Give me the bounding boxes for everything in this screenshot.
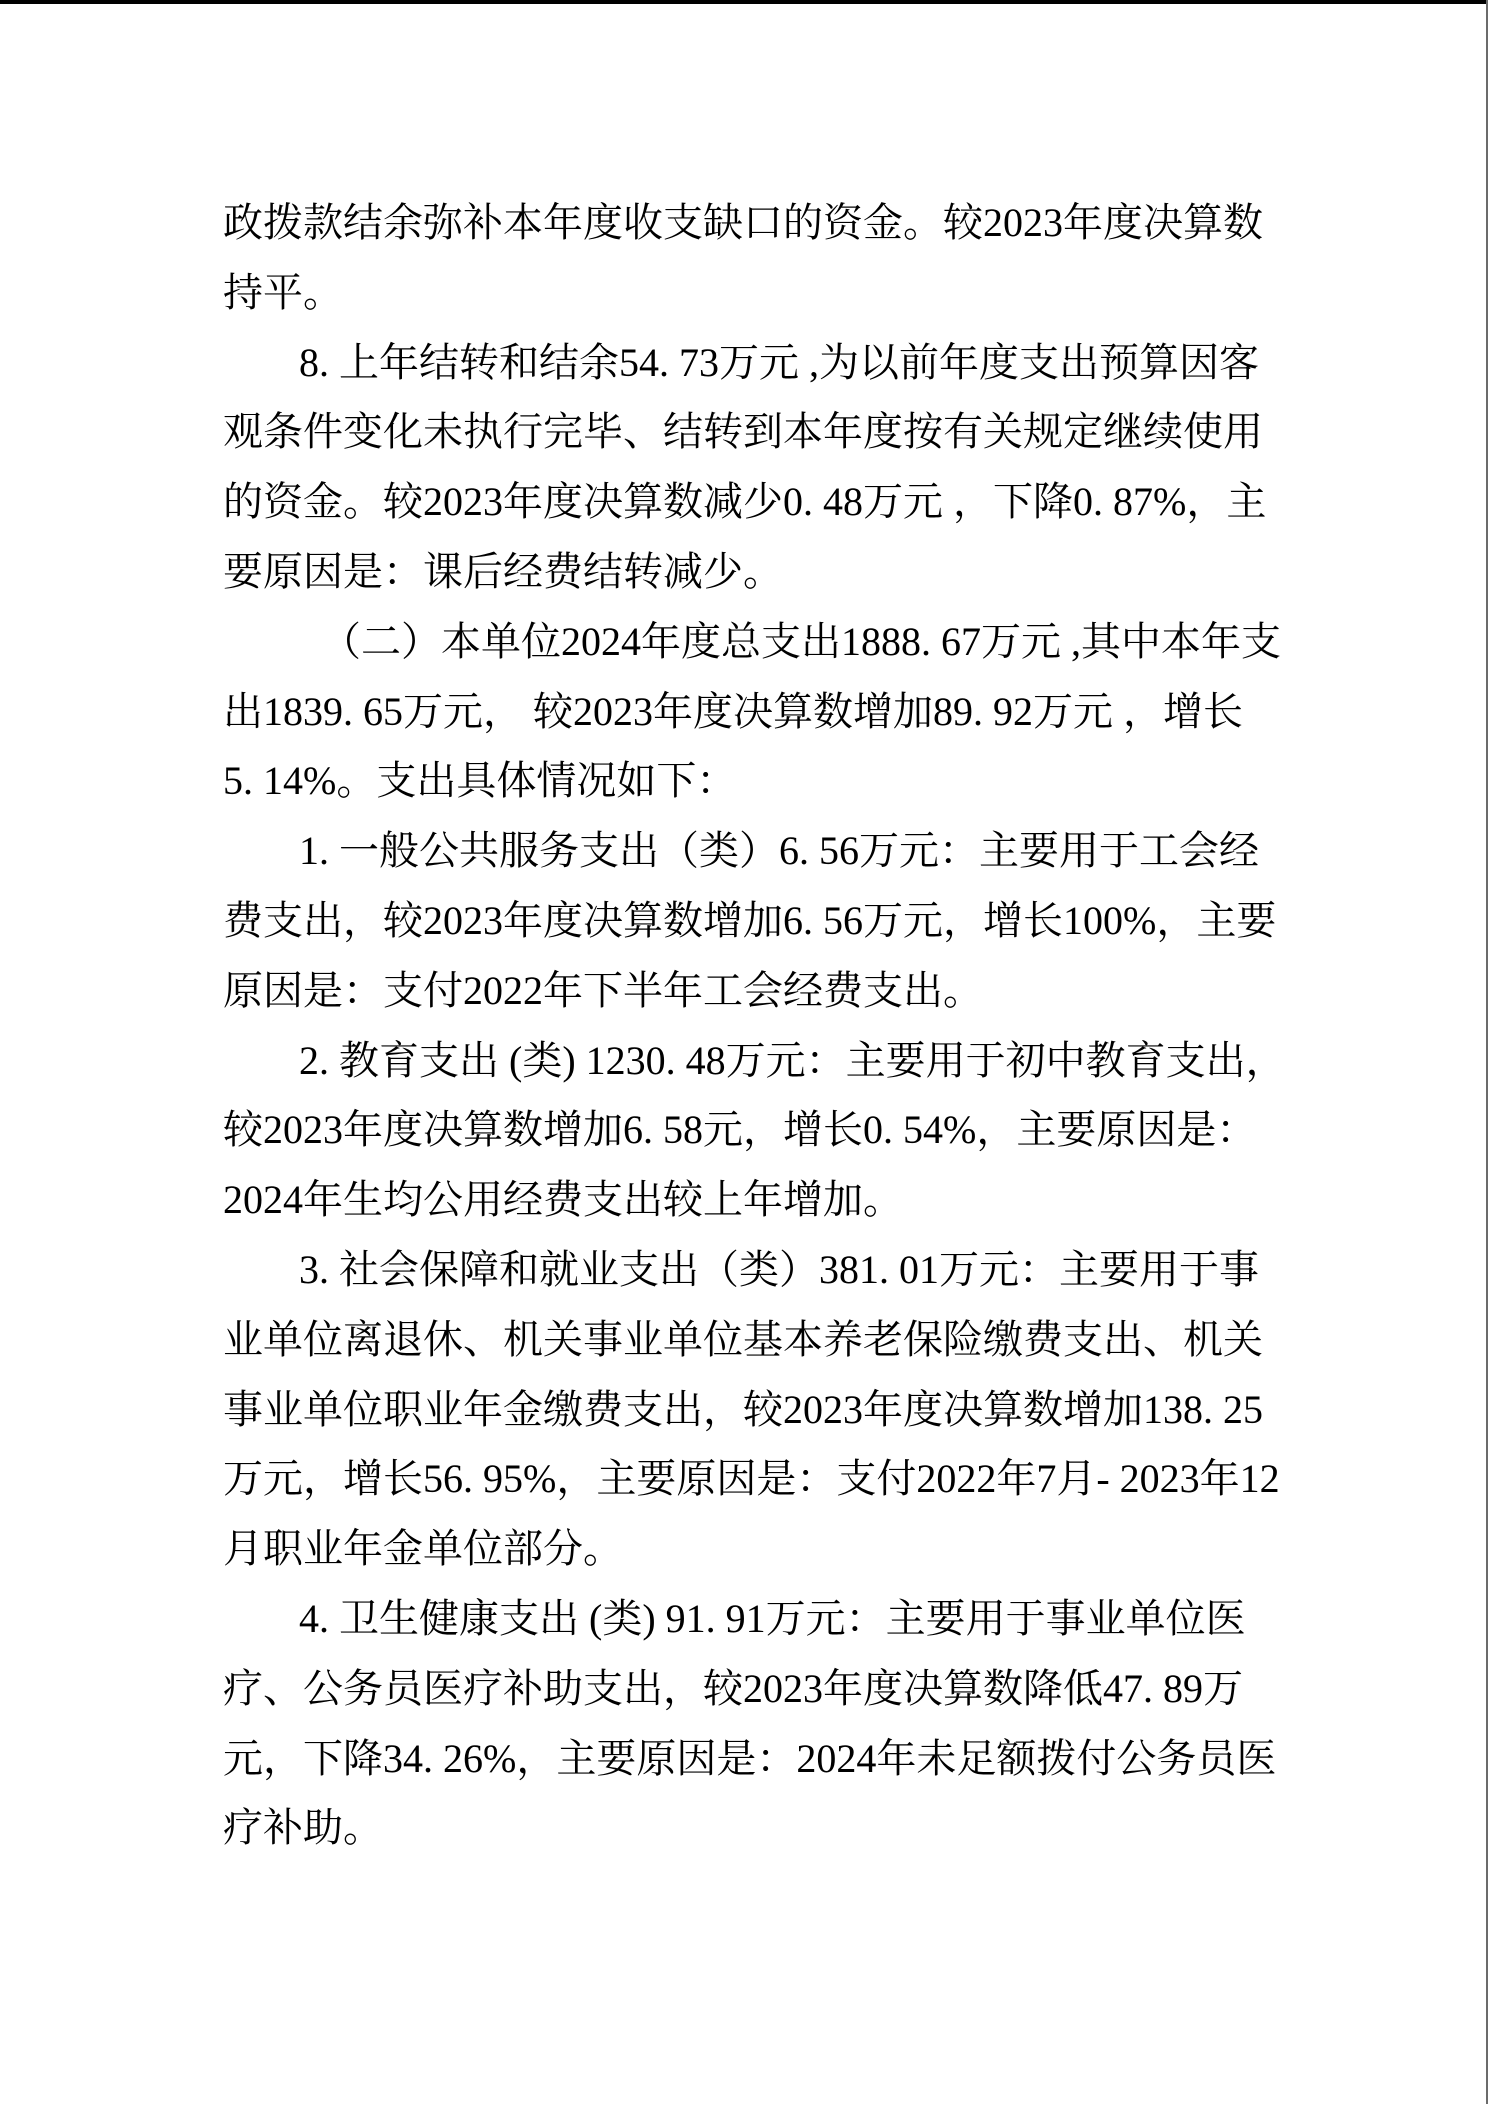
document-text-block (223, 188, 1286, 1863)
top-edge-bar (0, 0, 1488, 4)
text-line: 业单位离退休、机关事业单位基本养老保险缴费支出、机关 (223, 1316, 1263, 1362)
text-line: 持平。 (223, 269, 343, 315)
text-line: 的资金。较2023年度决算数减少0. 48万元 ，下降0. 87%，主 (223, 479, 1267, 525)
text-line: 4. 卫生健康支出 (类) 91. 91万元：主要用于事业单位医 (299, 1595, 1246, 1641)
text-line: （二）本单位2024年度总支出1888. 67万元 ,其中本年支 (321, 618, 1281, 664)
text-line: 3. 社会保障和就业支出（类）381. 01万元：主要用于事 (299, 1246, 1259, 1292)
text-line: 政拨款结余弥补本年度收支缺口的资金。较2023年度决算数 (223, 200, 1263, 245)
text-line: 观条件变化未执行完毕、结转到本年度按有关规定继续使用 (223, 409, 1263, 455)
text-line: 8. 上年结转和结余54. 73万元 ,为以前年度支出预算因客 (299, 339, 1259, 385)
text-line: 1. 一般公共服务支出（类）6. 56万元：主要用于工会经 (299, 828, 1259, 874)
text-line: 较2023年度决算数增加6. 58元，增长0. 54%，主要原因是： (223, 1107, 1257, 1153)
text-line: 费支出，较2023年度决算数增加6. 56万元，增长100%，主要 (223, 897, 1277, 943)
text-line: 万元，增长56. 95%，主要原因是：支付2022年7月- 2023年12 (223, 1456, 1280, 1502)
text-line: 疗、公务员医疗补助支出，较2023年度决算数降低47. 89万 (223, 1665, 1243, 1711)
text-line: 元，下降34. 26%，主要原因是：2024年未足额拨付公务员医 (223, 1735, 1277, 1781)
text-line: 疗补助。 (223, 1805, 383, 1851)
text-line: 2024年生均公用经费支出较上年增加。 (223, 1177, 903, 1223)
text-line: 出1839. 65万元， 较2023年度决算数增加89. 92万元 ，增长 (223, 688, 1243, 734)
text-line: 月职业年金单位部分。 (223, 1526, 623, 1572)
text-line: 5. 14%。支出具体情况如下： (223, 758, 737, 804)
text-line: 原因是：支付2022年下半年工会经费支出。 (223, 967, 983, 1013)
text-line: 2. 教育支出 (类) 1230. 48万元：主要用于初中教育支出， (299, 1037, 1286, 1083)
text-line: 要原因是：课后经费结转减少。 (223, 548, 783, 594)
text-line: 事业单位职业年金缴费支出，较2023年度决算数增加138. 25 (223, 1386, 1263, 1432)
